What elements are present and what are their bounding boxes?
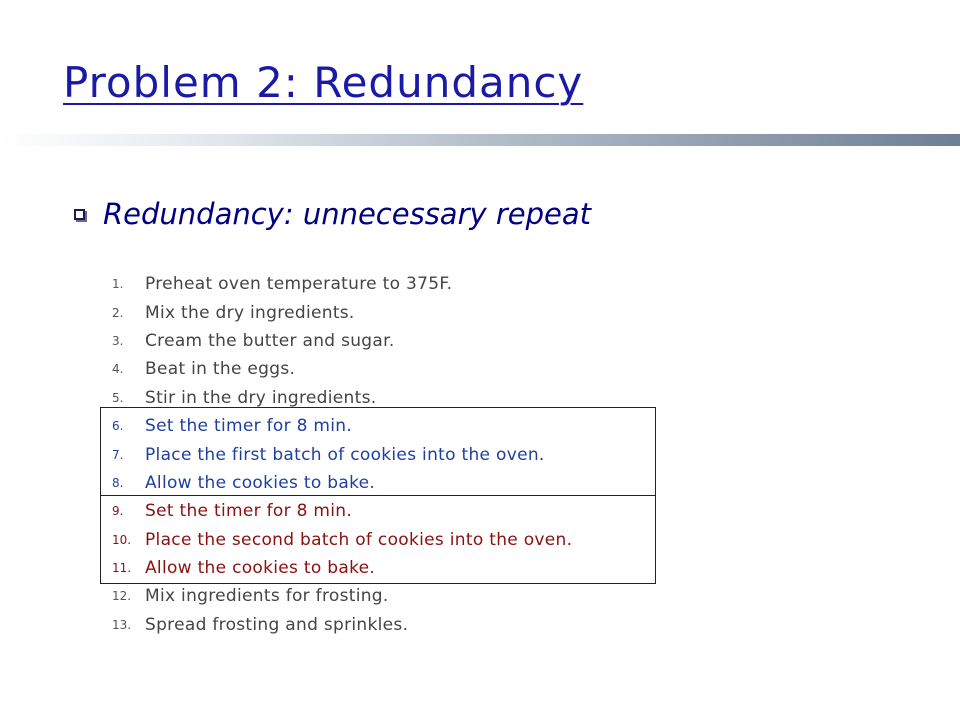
step-number: 3. bbox=[112, 333, 124, 348]
step-number: 6. bbox=[112, 419, 124, 434]
step-number: 1. bbox=[112, 277, 124, 292]
list-item bbox=[112, 384, 572, 412]
title-divider bbox=[0, 134, 960, 146]
list-item bbox=[112, 298, 572, 326]
main-bullet bbox=[74, 192, 591, 236]
step-text: Set the timer for 8 min. bbox=[145, 501, 353, 522]
recipe-steps-list bbox=[112, 270, 572, 639]
list-item bbox=[112, 327, 572, 355]
square-bullet-icon bbox=[74, 209, 85, 220]
step-text: Preheat oven temperature to 375F. bbox=[145, 274, 453, 295]
slide-title: Problem 2: Redundancy bbox=[63, 58, 584, 107]
step-text: Allow the cookies to bake. bbox=[145, 472, 376, 493]
step-text: Mix ingredients for frosting. bbox=[145, 586, 389, 607]
step-text: Mix the dry ingredients. bbox=[145, 302, 355, 323]
step-text: Place the second batch of cookies into the oven. bbox=[145, 529, 573, 550]
step-text: Spread frosting and sprinkles. bbox=[145, 614, 409, 635]
list-item bbox=[112, 582, 572, 610]
step-number: 2. bbox=[112, 305, 124, 320]
list-item bbox=[112, 469, 572, 497]
step-number: 12. bbox=[112, 589, 132, 604]
list-item bbox=[112, 355, 572, 383]
step-number: 13. bbox=[112, 617, 132, 632]
step-text: Place the first batch of cookies into the oven. bbox=[145, 444, 545, 465]
bullet-text: Redundancy: unnecessary repeat bbox=[103, 197, 592, 231]
step-number: 7. bbox=[112, 447, 124, 462]
list-item bbox=[112, 270, 572, 298]
step-text: Stir in the dry ingredients. bbox=[145, 387, 377, 408]
list-item bbox=[112, 554, 572, 582]
step-number: 11. bbox=[112, 561, 132, 576]
step-number: 10. bbox=[112, 532, 132, 547]
step-number: 9. bbox=[112, 504, 124, 519]
step-text: Allow the cookies to bake. bbox=[145, 558, 376, 579]
step-number: 4. bbox=[112, 362, 124, 377]
step-text: Beat in the eggs. bbox=[145, 359, 296, 380]
list-item bbox=[112, 611, 572, 639]
step-number: 8. bbox=[112, 475, 124, 490]
step-text: Cream the butter and sugar. bbox=[145, 330, 395, 351]
list-item bbox=[112, 440, 572, 468]
list-item bbox=[112, 497, 572, 525]
list-item bbox=[112, 526, 572, 554]
step-number: 5. bbox=[112, 390, 124, 405]
list-item bbox=[112, 412, 572, 440]
step-text: Set the timer for 8 min. bbox=[145, 416, 353, 437]
